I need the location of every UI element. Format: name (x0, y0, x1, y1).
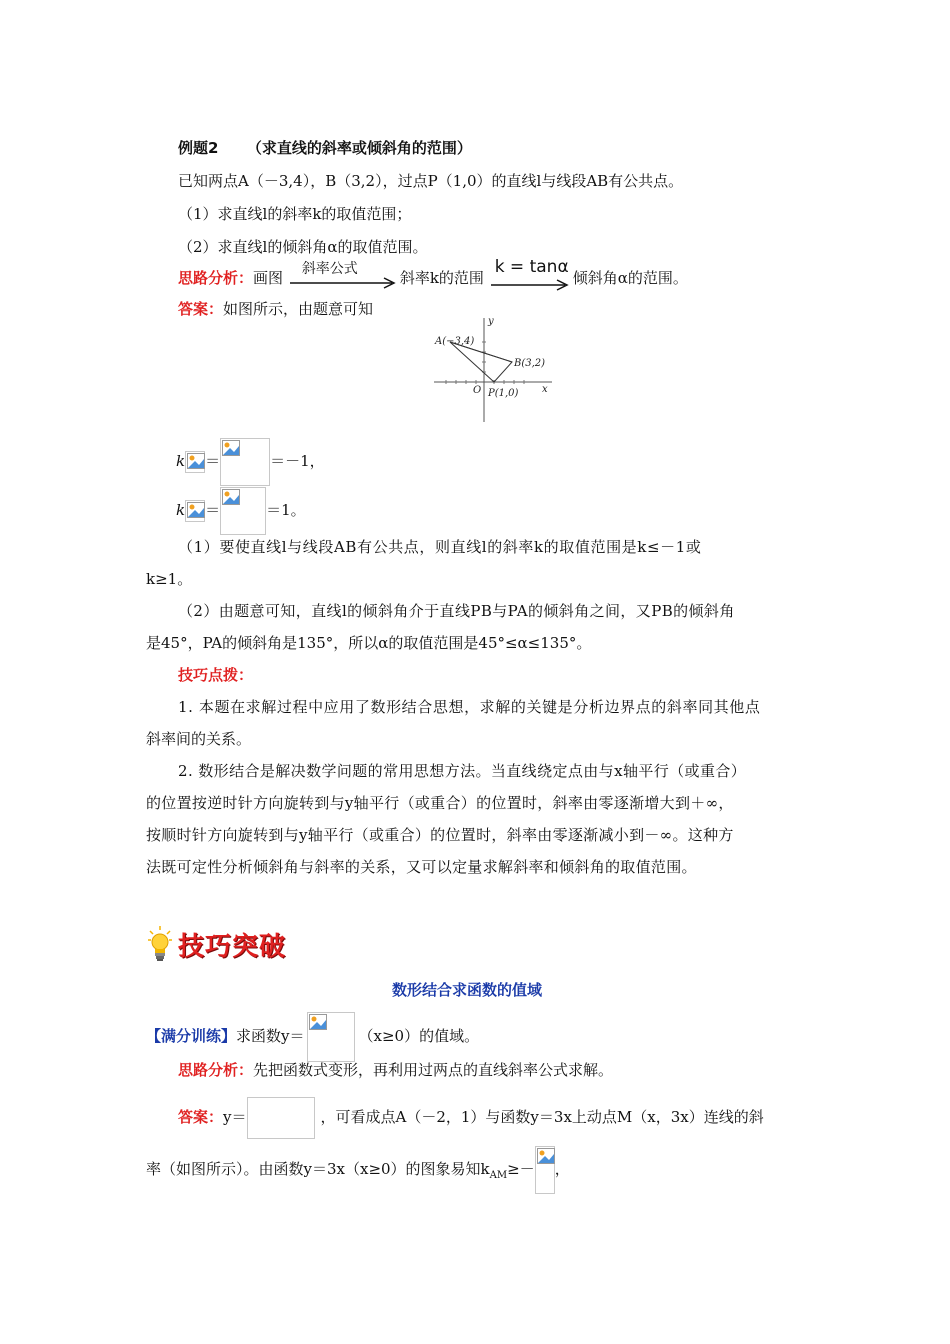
k-symbol: k (176, 501, 186, 519)
section-title: 技巧突破 (178, 931, 287, 962)
training-problem (146, 1012, 479, 1062)
example-number: 例题2 (178, 139, 219, 157)
answer-part1-line1: （1）要使直线l与线段AB有公共点，则直线l的斜率k的取值范围是k≤－1或 (178, 538, 702, 556)
training-analysis-text: 先把函数式变形，再利用过两点的直线斜率公式求解。 (253, 1061, 614, 1079)
image-icon (309, 1014, 327, 1030)
training-subtitle: 数形结合求函数的值域 (392, 981, 543, 999)
training-answer (178, 1097, 764, 1139)
k-subscript: AM (489, 1170, 508, 1181)
answer-line2-comma: ， (554, 1160, 570, 1178)
training-analysis (178, 1059, 613, 1081)
origin-label: O (473, 385, 482, 396)
answer-intro (178, 298, 373, 320)
answer-line2-ineq: ≥－ (507, 1160, 535, 1178)
example-heading (178, 137, 472, 159)
function-image-placeholder (307, 1012, 355, 1062)
training-answer-y: y＝ (223, 1108, 247, 1126)
tips-label: 技巧点拨： (178, 666, 254, 684)
fraction-image-placeholder (535, 1146, 555, 1194)
image-icon (222, 489, 240, 505)
answer-part2-line1: （2）由题意可知，直线l的倾斜角介于直线PB与PA的倾斜角之间，又PB的倾斜角 (178, 602, 735, 620)
tip2-line2: 的位置按逆时针方向旋转到与y轴平行（或重合）的位置时，斜率由零逐渐增大到＋∞， (146, 794, 734, 812)
k-symbol: k (176, 452, 186, 470)
fraction-image-placeholder (220, 438, 270, 486)
image-icon (187, 502, 205, 518)
problem-statement: 已知两点A（－3,4），B（3,2），过点P（1,0）的直线l与线段AB有公共点。 (178, 172, 684, 190)
training-answer-label: 答案： (178, 1108, 224, 1126)
tip1-line2: 斜率间的关系。 (146, 730, 252, 748)
coordinate-figure (426, 314, 566, 424)
training-answer-text: ，可看成点A（－2，1）与函数y＝3x上动点M（x，3x）连线的斜 (320, 1108, 764, 1126)
analysis-part1: 画图 (253, 269, 284, 287)
answer-part2-line2: 是45°，PA的倾斜角是135°，所以α的取值范围是45°≤α≤135°。 (146, 634, 592, 652)
k-equation-2: k ＝ ＝1。 (176, 487, 306, 535)
y-axis-label: y (488, 316, 494, 327)
arrow-slope-formula (288, 261, 400, 292)
training-text1: 求函数y＝ (236, 1027, 305, 1045)
arrow-label-2: k = tanα (494, 257, 569, 277)
section-header (148, 924, 286, 964)
training-answer-line2 (146, 1146, 570, 1194)
point-a-label: A(−3,4) (435, 336, 475, 347)
example-topic: （求直线的斜率或倾斜角的范围） (246, 139, 472, 157)
question-1: （1）求直线l的斜率k的取值范围； (178, 205, 412, 223)
image-icon (222, 440, 240, 456)
answer-part1-line2: k≥1。 (146, 570, 193, 588)
answer-line2-text: 率（如图所示）。由函数y＝3x（x≥0）的图象易知k (146, 1160, 490, 1178)
answer-intro-text: 如图所示，由题意可知 (223, 300, 374, 318)
arrow-label-1: 斜率公式 (301, 261, 358, 277)
training-label: 【满分训练】 (146, 1027, 237, 1045)
formula-image-placeholder (185, 500, 205, 522)
analysis-line (178, 257, 688, 292)
tip2-line4: 法既可定性分析倾斜角与斜率的关系，又可以定量求解斜率和倾斜角的取值范围。 (146, 858, 697, 876)
tip2-line3: 按顺时针方向旋转到与y轴平行（或重合）的位置时，斜率由零逐渐减小到－∞。这种方 (146, 826, 734, 844)
answer-label: 答案： (178, 300, 224, 318)
tip1-line1: 1. 本题在求解过程中应用了数形结合思想，求解的关键是分析边界点的斜率同其他点 (178, 698, 761, 716)
point-b-label: B(3,2) (514, 358, 546, 369)
image-icon (537, 1148, 555, 1164)
training-analysis-label: 思路分析： (178, 1061, 254, 1079)
question-2: （2）求直线l的倾斜角α的取值范围。 (178, 238, 428, 256)
analysis-label: 思路分析： (178, 269, 254, 287)
training-text2: （x≥0）的值域。 (358, 1027, 480, 1045)
arrow-tan (489, 257, 573, 292)
formula-image-placeholder (185, 451, 205, 473)
point-p-label: P(1,0) (488, 388, 519, 399)
right-arrow-icon (288, 266, 400, 292)
tip2-line1: 2. 数形结合是解决数学问题的常用思想方法。当直线绕定点由与x轴平行（或重合） (178, 762, 747, 780)
fraction-image-placeholder (220, 487, 266, 535)
k-equation-1: k ＝ ＝－1， (176, 438, 325, 486)
image-icon (187, 453, 205, 469)
analysis-part2: 斜率k的范围 (399, 269, 484, 287)
analysis-part3: 倾斜角α的范围。 (572, 269, 688, 287)
k2-value: ＝1。 (266, 501, 306, 519)
lightbulb-icon (148, 925, 172, 963)
k1-value: ＝－1， (270, 452, 325, 470)
x-axis-label: x (542, 384, 548, 395)
right-arrow-icon (489, 266, 573, 292)
answer-formula-placeholder (247, 1097, 315, 1139)
